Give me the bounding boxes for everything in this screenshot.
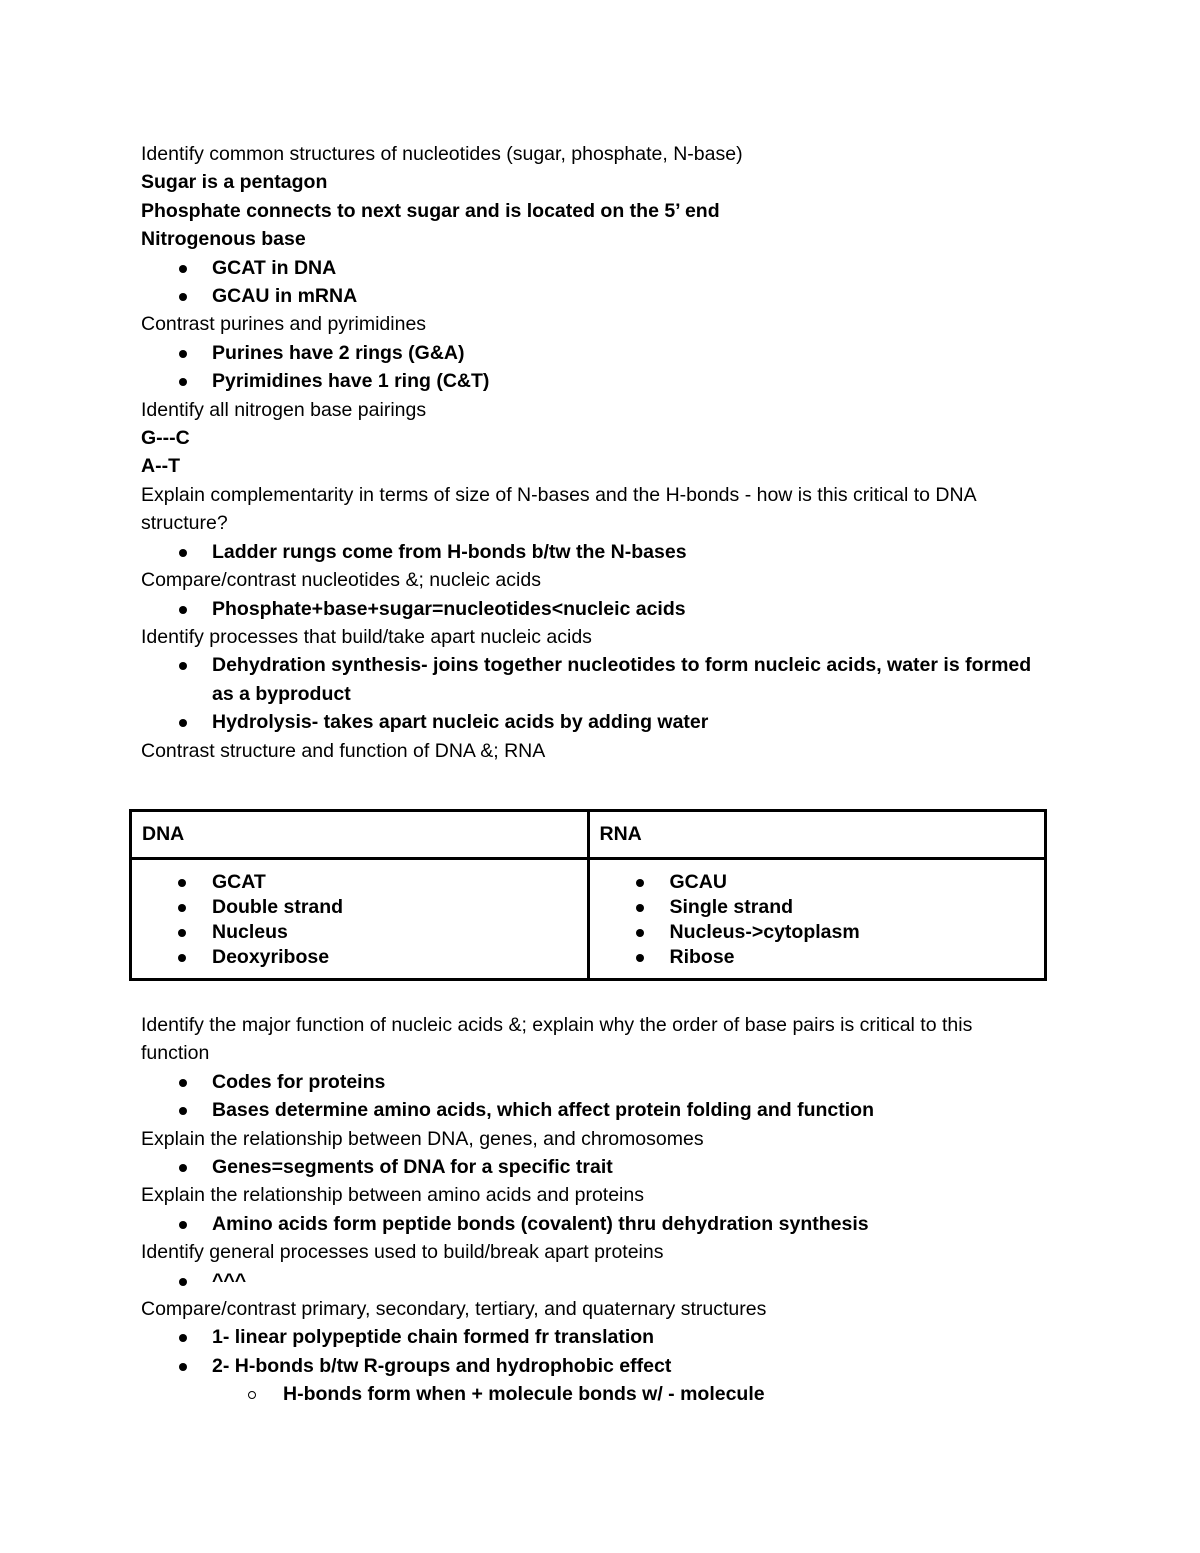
question-purines: Contrast purines and pyrimidines: [141, 313, 427, 336]
table-list-text: Ribose: [669, 945, 735, 968]
table-list-item: [590, 895, 1045, 920]
question-build-break: Identify general processes used to build/break apart proteins: [141, 1241, 664, 1264]
question-major-function: Identify the major function of nucleic acids &; explain why the order of base pairs is critical to this function: [141, 1013, 973, 1065]
question-pairings: Identify all nitrogen base pairings: [141, 398, 427, 421]
bullet-icon: [179, 549, 187, 557]
table-row: [131, 858, 1046, 979]
question-structures: Compare/contrast primary, secondary, tertiary, and quaternary structures: [141, 1298, 767, 1320]
list-item-text: GCAU in mRNA: [212, 285, 358, 308]
list-item-text: Bases determine amino acids, which affect protein folding and function: [212, 1099, 875, 1122]
list-item-text: 2- H-bonds b/tw R-groups and hydrophobic effect: [212, 1354, 672, 1377]
list-item: [141, 1096, 1051, 1124]
table-list-text: Single strand: [669, 895, 794, 918]
bullet-icon: [636, 904, 644, 912]
bullet-icon: [178, 954, 186, 962]
table-list-item: [132, 945, 587, 970]
dna-header-cell: DNA: [131, 810, 589, 858]
question-compare-nucleotides: Compare/contrast nucleotides &; nucleic acids: [141, 569, 541, 592]
bullet-icon: [179, 350, 187, 358]
list-item: [141, 339, 1051, 367]
list-item: [141, 1153, 1051, 1181]
table-list-item: [590, 870, 1045, 895]
table-header-row: [131, 810, 1046, 858]
list-item-text: Amino acids form peptide bonds (covalent) thru dehydration synthesis: [212, 1212, 869, 1235]
rna-header-cell: RNA: [588, 810, 1046, 858]
list-item-text: GCAT in DNA: [212, 256, 337, 279]
bullet-icon: [179, 1278, 187, 1286]
answer-sugar: Sugar is a pentagon: [141, 171, 328, 194]
answer-gc-pair: G---C: [141, 427, 190, 450]
list-item: [141, 538, 1051, 566]
bullet-icon: [178, 904, 186, 912]
list-item-text: Codes for proteins: [212, 1070, 386, 1093]
list-item-text: Pyrimidines have 1 ring (C&T): [212, 370, 490, 393]
list-item: [141, 651, 1047, 708]
bullet-icon: [179, 1363, 187, 1371]
bullet-icon: [179, 1079, 187, 1087]
table-list-text: Deoxyribose: [212, 945, 330, 968]
list-item: [141, 1267, 1051, 1295]
hollow-bullet-icon: [248, 1391, 256, 1399]
table-list-text: Nucleus->cytoplasm: [669, 920, 860, 943]
bullet-icon: [179, 719, 187, 727]
answer-nitrogenous-base: Nitrogenous base: [141, 228, 306, 251]
bullet-icon: [179, 1107, 187, 1115]
list-item: [141, 1210, 1051, 1238]
question-amino-proteins: Explain the relationship between amino acids and proteins: [141, 1184, 644, 1207]
bullet-icon: [636, 929, 644, 937]
list-item: [141, 595, 1051, 623]
table-list-item: [132, 920, 587, 945]
bullet-icon: [178, 879, 186, 887]
bullet-icon: [179, 265, 187, 273]
table-list-text: GCAU: [669, 870, 727, 893]
list-item: [141, 367, 1051, 395]
table-list-item: [590, 920, 1045, 945]
list-item: [141, 1068, 1051, 1096]
list-item: [141, 708, 1051, 736]
bullet-icon: [179, 378, 187, 386]
table-list-item: [132, 870, 587, 895]
table-list-item: [590, 945, 1045, 970]
rna-cell: [588, 858, 1046, 979]
list-item-text: Genes=segments of DNA for a specific trait: [212, 1155, 613, 1178]
table-list-item: [132, 895, 587, 920]
list-item-text: Ladder rungs come from H-bonds b/tw the N-bases: [212, 540, 687, 563]
bullet-icon: [179, 1334, 187, 1342]
sub-list-item-text: H-bonds form when + molecule bonds w/ - molecule: [283, 1383, 765, 1406]
list-item-text: 1- linear polypeptide chain formed fr translation: [212, 1326, 655, 1349]
bullet-icon: [636, 954, 644, 962]
question-dna-genes: Explain the relationship between DNA, genes, and chromosomes: [141, 1127, 704, 1150]
bullet-icon: [179, 293, 187, 301]
list-item: [141, 282, 1051, 310]
sub-list-item: [141, 1380, 1051, 1408]
list-item-text: Hydrolysis- takes apart nucleic acids by adding water: [212, 711, 709, 734]
dna-rna-table: [129, 809, 1047, 981]
list-item: [141, 254, 1051, 282]
dna-cell: [131, 858, 589, 979]
bullet-icon: [179, 606, 187, 614]
answer-at-pair: A--T: [141, 455, 180, 478]
question-processes-nucleic: Identify processes that build/take apart nucleic acids: [141, 625, 592, 648]
list-item-text: Dehydration synthesis- joins together nucleotides to form nucleic acids, water is formed as a byproduct: [212, 654, 1032, 705]
table-list-text: Double strand: [212, 895, 344, 918]
list-item: [141, 1323, 1051, 1351]
document-page: [141, 140, 1051, 1409]
list-item: [141, 1352, 1051, 1380]
question-nucleotide-structures: Identify common structures of nucleotides (sugar, phosphate, N-base): [141, 143, 743, 165]
list-item-text: Phosphate+base+sugar=nucleotides<nucleic acids: [212, 597, 686, 620]
table-list-text: Nucleus: [212, 920, 288, 943]
spacer: [141, 981, 1051, 1011]
bullet-icon: [179, 662, 187, 670]
answer-phosphate: Phosphate connects to next sugar and is located on the 5’ end: [141, 199, 720, 222]
list-item-text: ^^^: [212, 1269, 247, 1292]
bullet-icon: [178, 929, 186, 937]
question-dna-rna: Contrast structure and function of DNA &; RNA: [141, 739, 546, 762]
table-list-text: GCAT: [212, 870, 266, 893]
bullet-icon: [179, 1221, 187, 1229]
bullet-icon: [636, 879, 644, 887]
spacer: [141, 765, 1051, 809]
question-complementarity: Explain complementarity in terms of size of N-bases and the H-bonds - how is this critical to DNA structure?: [141, 483, 976, 535]
bullet-icon: [179, 1164, 187, 1172]
list-item-text: Purines have 2 rings (G&A): [212, 341, 465, 364]
